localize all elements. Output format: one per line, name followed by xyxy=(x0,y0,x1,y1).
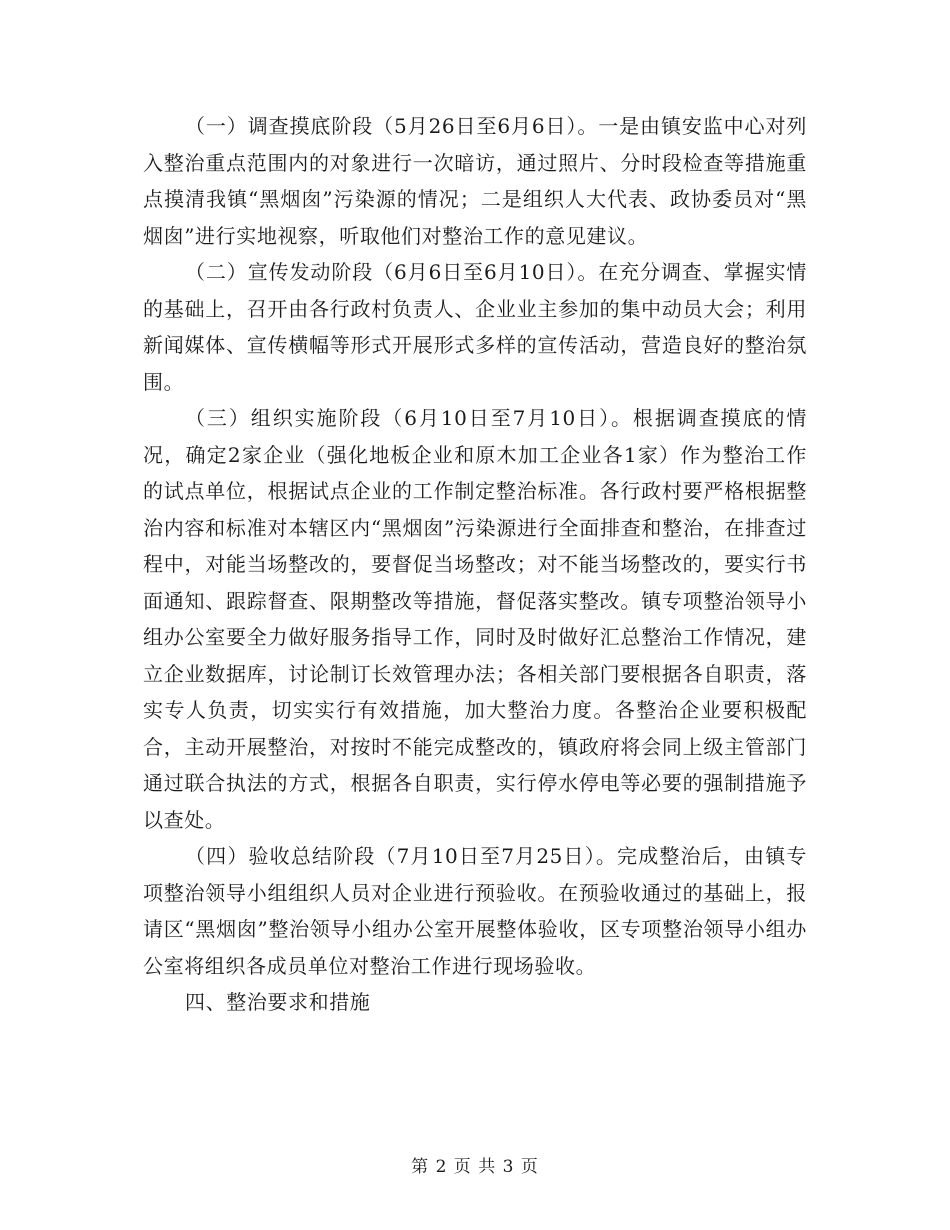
section-heading: 四、整治要求和措施 xyxy=(185,990,371,1014)
paragraph-acceptance-stage: （四）验收总结阶段（7月10日至7月25日）。完成整治后，由镇专项整治领导小组组织人员对企业进行预验收。在预验收通过的基础上，报请区“黑烟囱”整治领导小组办公室开展整体验收，区专项整治领导小组办公室将组织各成员单位对整治工作进行现场验收。 xyxy=(143,844,807,978)
document-body xyxy=(143,108,807,1021)
page-footer: 第 2 页 共 3 页 xyxy=(411,1157,539,1177)
paragraph-publicity-stage: （二）宣传发动阶段（6月6日至6月10日）。在充分调查、掌握实情的基础上，召开由各行政村负责人、企业业主参加的集中动员大会；利用新闻媒体、宣传横幅等形式开展形式多样的宣传活动，营造良好的整治氛围。 xyxy=(143,260,807,394)
paragraph-survey-stage: （一）调查摸底阶段（5月26日至6月6日）。一是由镇安监中心对列入整治重点范围内的对象进行一次暗访，通过照片、分时段检查等措施重点摸清我镇“黑烟囱”污染源的情况；二是组织人大代表、政协委员对“黑烟囱”进行实地视察，听取他们对整治工作的意见建议。 xyxy=(143,114,807,248)
paragraph-implementation-stage: （三）组织实施阶段（6月10日至7月10日）。根据调查摸底的情况，确定2家企业（强化地板企业和原木加工企业各1家）作为整治工作的试点单位，根据试点企业的工作制定整治标准。各行政村要严格根据整治内容和标准对本辖区内“黑烟囱”污染源进行全面排查和整治，在排查过程中，对能当场整改的，要督促当场整改；对不能当场整改的，要实行书面通知、跟踪督查、限期整改等措施，督促落实整改。镇专项整治领导小组办公室要全力做好服务指导工作，同时及时做好汇总整治工作情况，建立企业数据库，讨论制订长效管理办法；各相关部门要根据各自职责，落实专人负责，切实实行有效措施，加大整治力度。各整治企业要积极配合，主动开展整治，对按时不能完成整改的，镇政府将会同上级主管部门通过联合执法的方式，根据各自职责，实行停水停电等必要的强制措施予以查处。 xyxy=(143,406,807,832)
